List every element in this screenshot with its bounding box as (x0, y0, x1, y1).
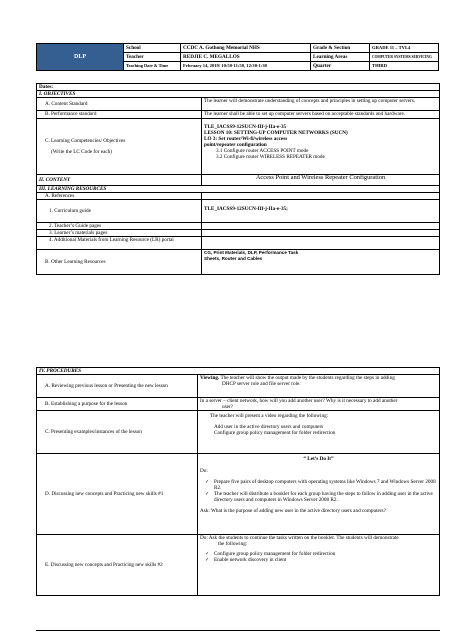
objectives-heading: I. OBJECTIVES (37, 91, 440, 98)
proc-e-item2-row (200, 557, 437, 563)
other-resources-value (202, 250, 440, 275)
check-icon: ✓ (205, 551, 210, 557)
check-icon: ✓ (205, 557, 210, 563)
proc-e-value (198, 535, 440, 596)
proc-a-bold: Viewing. (200, 375, 220, 381)
proc-d-ask: Ask: What is the purpose of adding new user in the active directory users and computers? (200, 508, 386, 514)
references-label: A. References (37, 193, 202, 200)
competencies-lo2: point/repeater configuration (204, 142, 267, 148)
other-resources-label: B. Other Learning Resources (37, 250, 202, 275)
proc-c-text: The teacher will present a video regarding the following: (210, 413, 329, 419)
check-icon: ✓ (205, 491, 210, 497)
proc-c-item1: Add user in the active directory users and computers (214, 424, 324, 430)
check-icon: ✓ (205, 479, 210, 485)
curriculum-value: TLE_IACSS9-12SUCN-IIf-j-IIa-e-35; (202, 200, 440, 223)
competencies-32: 3.2 Configure router WIRELESS REPEATER mode (216, 154, 325, 160)
procedures-table (36, 367, 440, 596)
competencies-lesson: LESSON 10: SETTING-UP COMPUTER NETWORKS (SUCN) (204, 130, 348, 136)
quarter-value: THIRD (370, 62, 439, 71)
header-table (36, 43, 439, 71)
teacher-value: REDJIE C. MEGALLOS (181, 53, 311, 62)
additional-materials-value (202, 237, 440, 250)
performance-standard-value: The learner shall be able to set up computer servers based on acceptable standards and hardware. (202, 111, 440, 119)
proc-d-item2: The teacher will distribute a booklet for each group having the steps to follow in adding user in the active directory users and computers in Windows Server 2008 R2. (214, 491, 433, 503)
content-standard-value: The learner will demonstrate understanding of concepts and principles in setting up computer servers. (202, 98, 440, 111)
proc-e-item2: Enable network discovery in client (214, 557, 287, 563)
competencies-code: TLE_IACSS9-12SUCN-IIf-j-IIa-e-35 (204, 124, 287, 130)
competencies-31: 3.1 Configure router ACCESS POINT mode (216, 148, 309, 154)
proc-d-item1-row (200, 479, 437, 491)
proc-b-text2: user? (222, 404, 233, 410)
references-value (202, 193, 440, 200)
teacher-label: Teacher (124, 53, 181, 62)
proc-a-text2: DHCP server role and file server role. (222, 381, 301, 387)
proc-a-value (198, 375, 440, 398)
proc-d-value (198, 454, 440, 535)
proc-e-item1: Configure group policy management for folder redirection (214, 551, 336, 557)
proc-b-label: B. Establishing a purpose for the lesson (37, 398, 198, 411)
procedures-heading: IV. PROCEDURES (37, 368, 440, 375)
competencies-note: (Write the LC Code for each) (51, 149, 113, 155)
learner-materials-value (202, 230, 440, 237)
proc-d-item2-row (200, 491, 437, 503)
quarter-label: Quarter (311, 62, 370, 71)
competencies-value (202, 119, 440, 175)
proc-c-value (198, 411, 440, 454)
proc-d-label: D. Discussing new concepts and Practicing new skills #1 (37, 454, 198, 535)
school-value: CCDC A. Gothong Memorial NHS (181, 44, 311, 53)
additional-materials-label: 4. Additional Materials from Learning Resource (LR) portal (37, 237, 202, 250)
proc-a-text: The teacher will show the output made by the students regarding the steps in adding (219, 375, 395, 381)
area-label: Learning Areas (311, 53, 370, 62)
date-value: February 14, 2019/ 10:50-11:50, 12:30-1:30 (181, 62, 311, 71)
proc-d-title: “ Let’s Do It” (303, 456, 334, 462)
proc-d-do: Do: (200, 468, 208, 474)
competencies-cell (37, 119, 202, 175)
proc-c-label: C. Presenting examples/instances of the lesson (37, 411, 198, 454)
proc-b-text: In a server – client network, how will you add another user? Why is it necessary to add another (200, 398, 398, 404)
date-label: Teaching Date & Time (124, 62, 181, 71)
grade-label: Grade & Section (311, 44, 370, 53)
performance-standard-label: B. Performance standard (37, 111, 202, 119)
proc-a-label: A. Reviewing previous lesson or Presenting the new lesson (37, 375, 198, 398)
competencies-lo: LO 3: Set router/Wi-fi/wireless access (204, 136, 288, 142)
proc-d-item1: Prepare five pairs of desktop computers with operating systems like Windows 7 and Windows Server 2008 R2. (214, 479, 436, 491)
grade-value: GRADE 11 – TVL4 (370, 44, 439, 53)
teacher-guide-label: 2. Teacher’s Guide pages (37, 223, 202, 230)
area-value: COMPUTER SYSTEMS SERVICING (370, 53, 439, 62)
proc-c-item2: Configure group policy management for folder redirection (214, 430, 336, 436)
content-standard-label: A. Content Standard (37, 98, 202, 111)
proc-b-value (198, 398, 440, 411)
dates-label: Dates: (37, 84, 440, 91)
proc-e-text2: the following: (218, 541, 248, 547)
competencies-label: C. Learning Competencies/ Objectives (45, 138, 126, 144)
other-resources-line2: Sheets, Router and Cables (204, 256, 263, 261)
dlp-badge: DLP (37, 44, 124, 71)
curriculum-label: 1. Curriculum guide (37, 200, 202, 223)
content-heading: II. CONTENT (37, 175, 202, 186)
proc-e-text: Do: Ask the students to continue the tasks written on the booklet. The students will demonstrate (200, 535, 399, 541)
school-label: School (124, 44, 181, 53)
resources-heading: III. LEARNING RESOURCES (37, 186, 440, 193)
other-resources-line1: CG, Print Materials, DLP, Performance Task (204, 250, 299, 255)
learner-materials-label: 3. Learner’s materials pages (37, 230, 202, 237)
content-value: Access Point and Wireless Repeater Configuration (202, 175, 440, 186)
teacher-guide-value (202, 223, 440, 230)
proc-e-label: E. Discussing new concepts and Practicing new skills #2 (37, 535, 198, 596)
page-bottom-rule (36, 630, 440, 631)
objectives-table (36, 83, 440, 275)
